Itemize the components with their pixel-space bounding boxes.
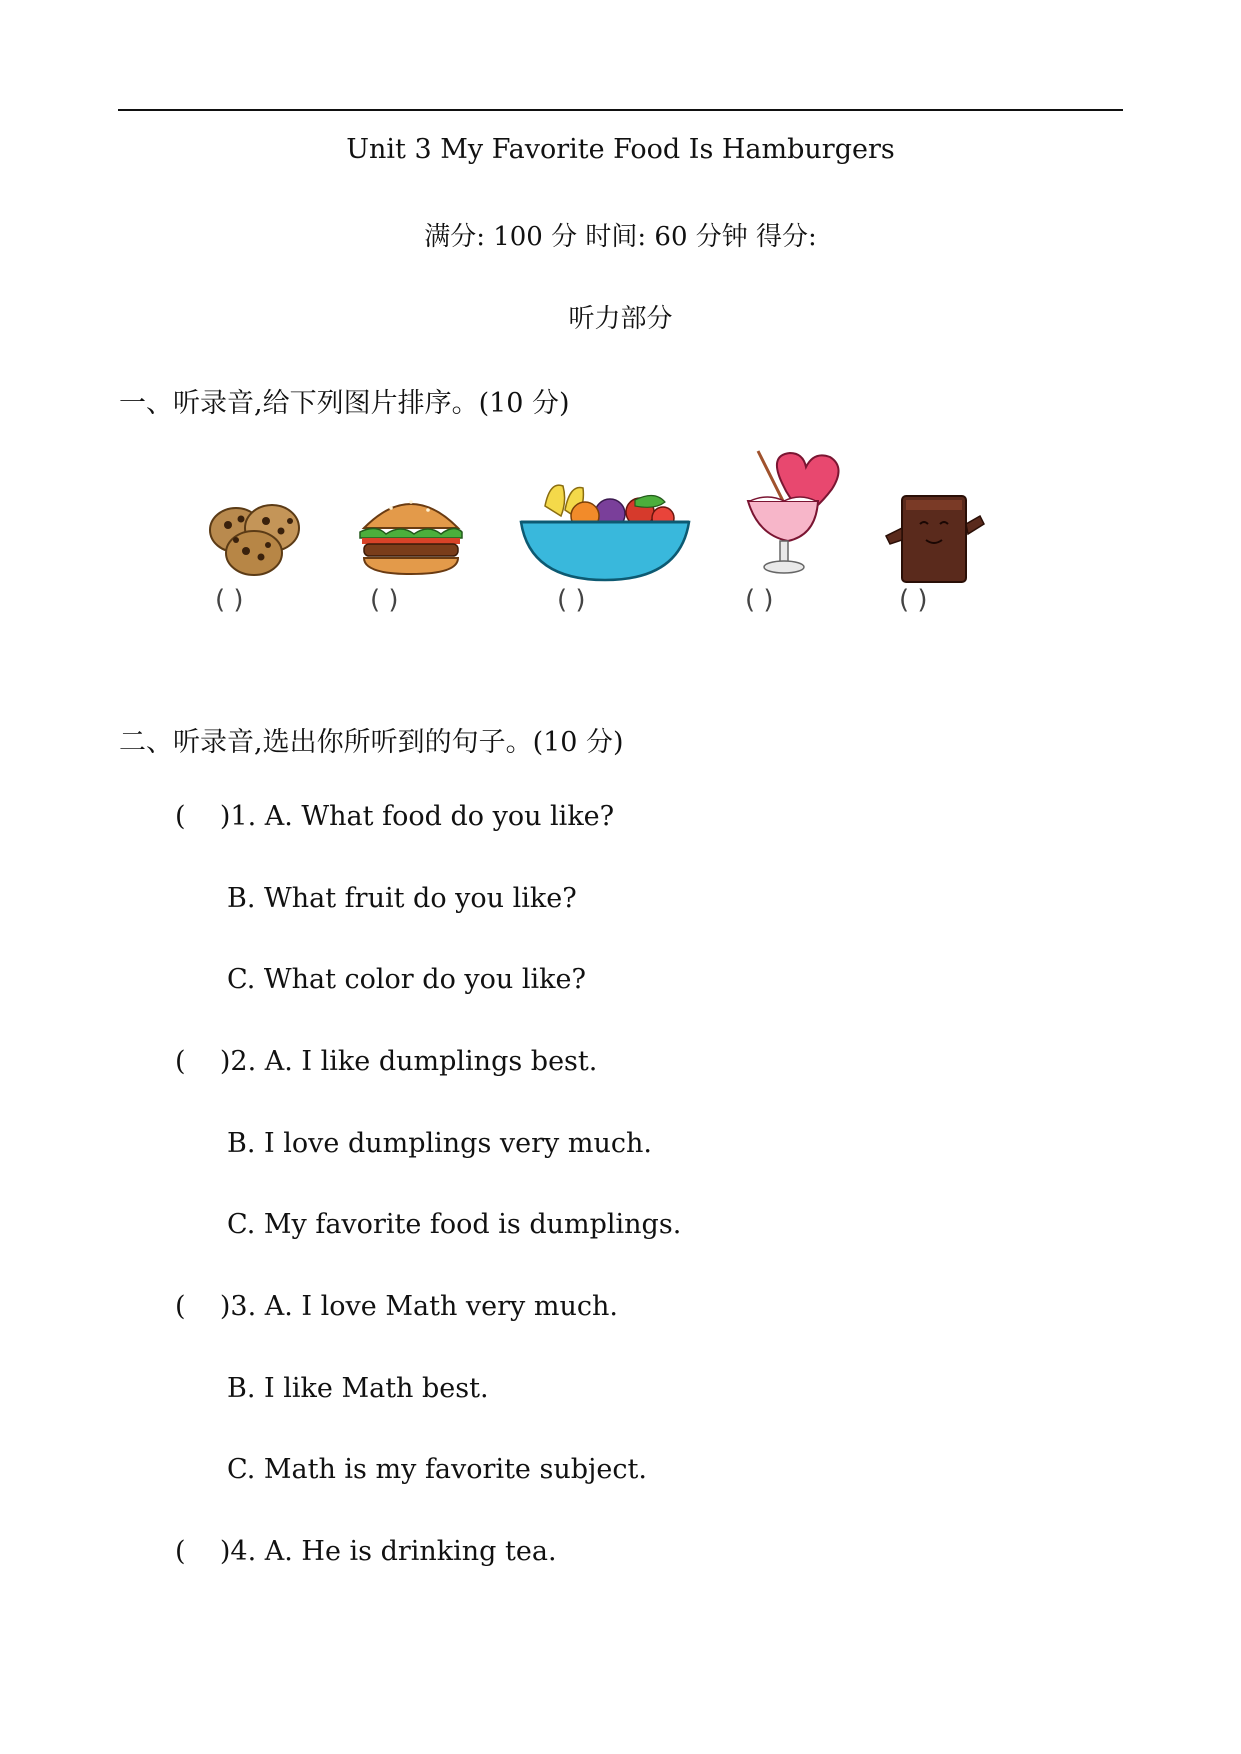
question-1-stem: ( )1. A. What food do you like?: [175, 801, 615, 832]
chocolate-icon: [880, 488, 990, 588]
milkshake-icon: [728, 445, 848, 585]
question-1-option-c: C. What color do you like?: [227, 964, 586, 995]
question-2-option-b: B. I love dumplings very much.: [227, 1128, 652, 1159]
fruit-bowl-icon: [515, 476, 695, 586]
exam-meta: 满分: 100 分 时间: 60 分钟 得分:: [424, 222, 817, 252]
hamburger-icon: [356, 486, 466, 578]
answer-paren-1[interactable]: ( ): [215, 585, 244, 615]
question-1-option-b: B. What fruit do you like?: [227, 883, 577, 914]
answer-paren-4[interactable]: ( ): [745, 585, 774, 615]
question-2-stem: ( )2. A. I like dumplings best.: [175, 1046, 598, 1077]
section2-heading: 二、听录音,选出你所听到的句子。(10 分): [119, 727, 624, 758]
question-4-stem: ( )4. A. He is drinking tea.: [175, 1536, 557, 1567]
top-rule: [118, 109, 1123, 111]
part-label: 听力部分: [568, 304, 673, 334]
page-title: Unit 3 My Favorite Food Is Hamburgers: [346, 134, 895, 165]
section1-heading: 一、听录音,给下列图片排序。(10 分): [119, 388, 570, 419]
cookies-icon: [206, 495, 306, 580]
question-2-option-c: C. My favorite food is dumplings.: [227, 1209, 682, 1240]
question-3-option-c: C. Math is my favorite subject.: [227, 1454, 647, 1485]
question-3-stem: ( )3. A. I love Math very much.: [175, 1291, 618, 1322]
question-3-option-b: B. I like Math best.: [227, 1373, 489, 1404]
answer-paren-3[interactable]: ( ): [557, 585, 586, 615]
answer-paren-5[interactable]: ( ): [899, 585, 928, 615]
answer-paren-2[interactable]: ( ): [370, 585, 399, 615]
